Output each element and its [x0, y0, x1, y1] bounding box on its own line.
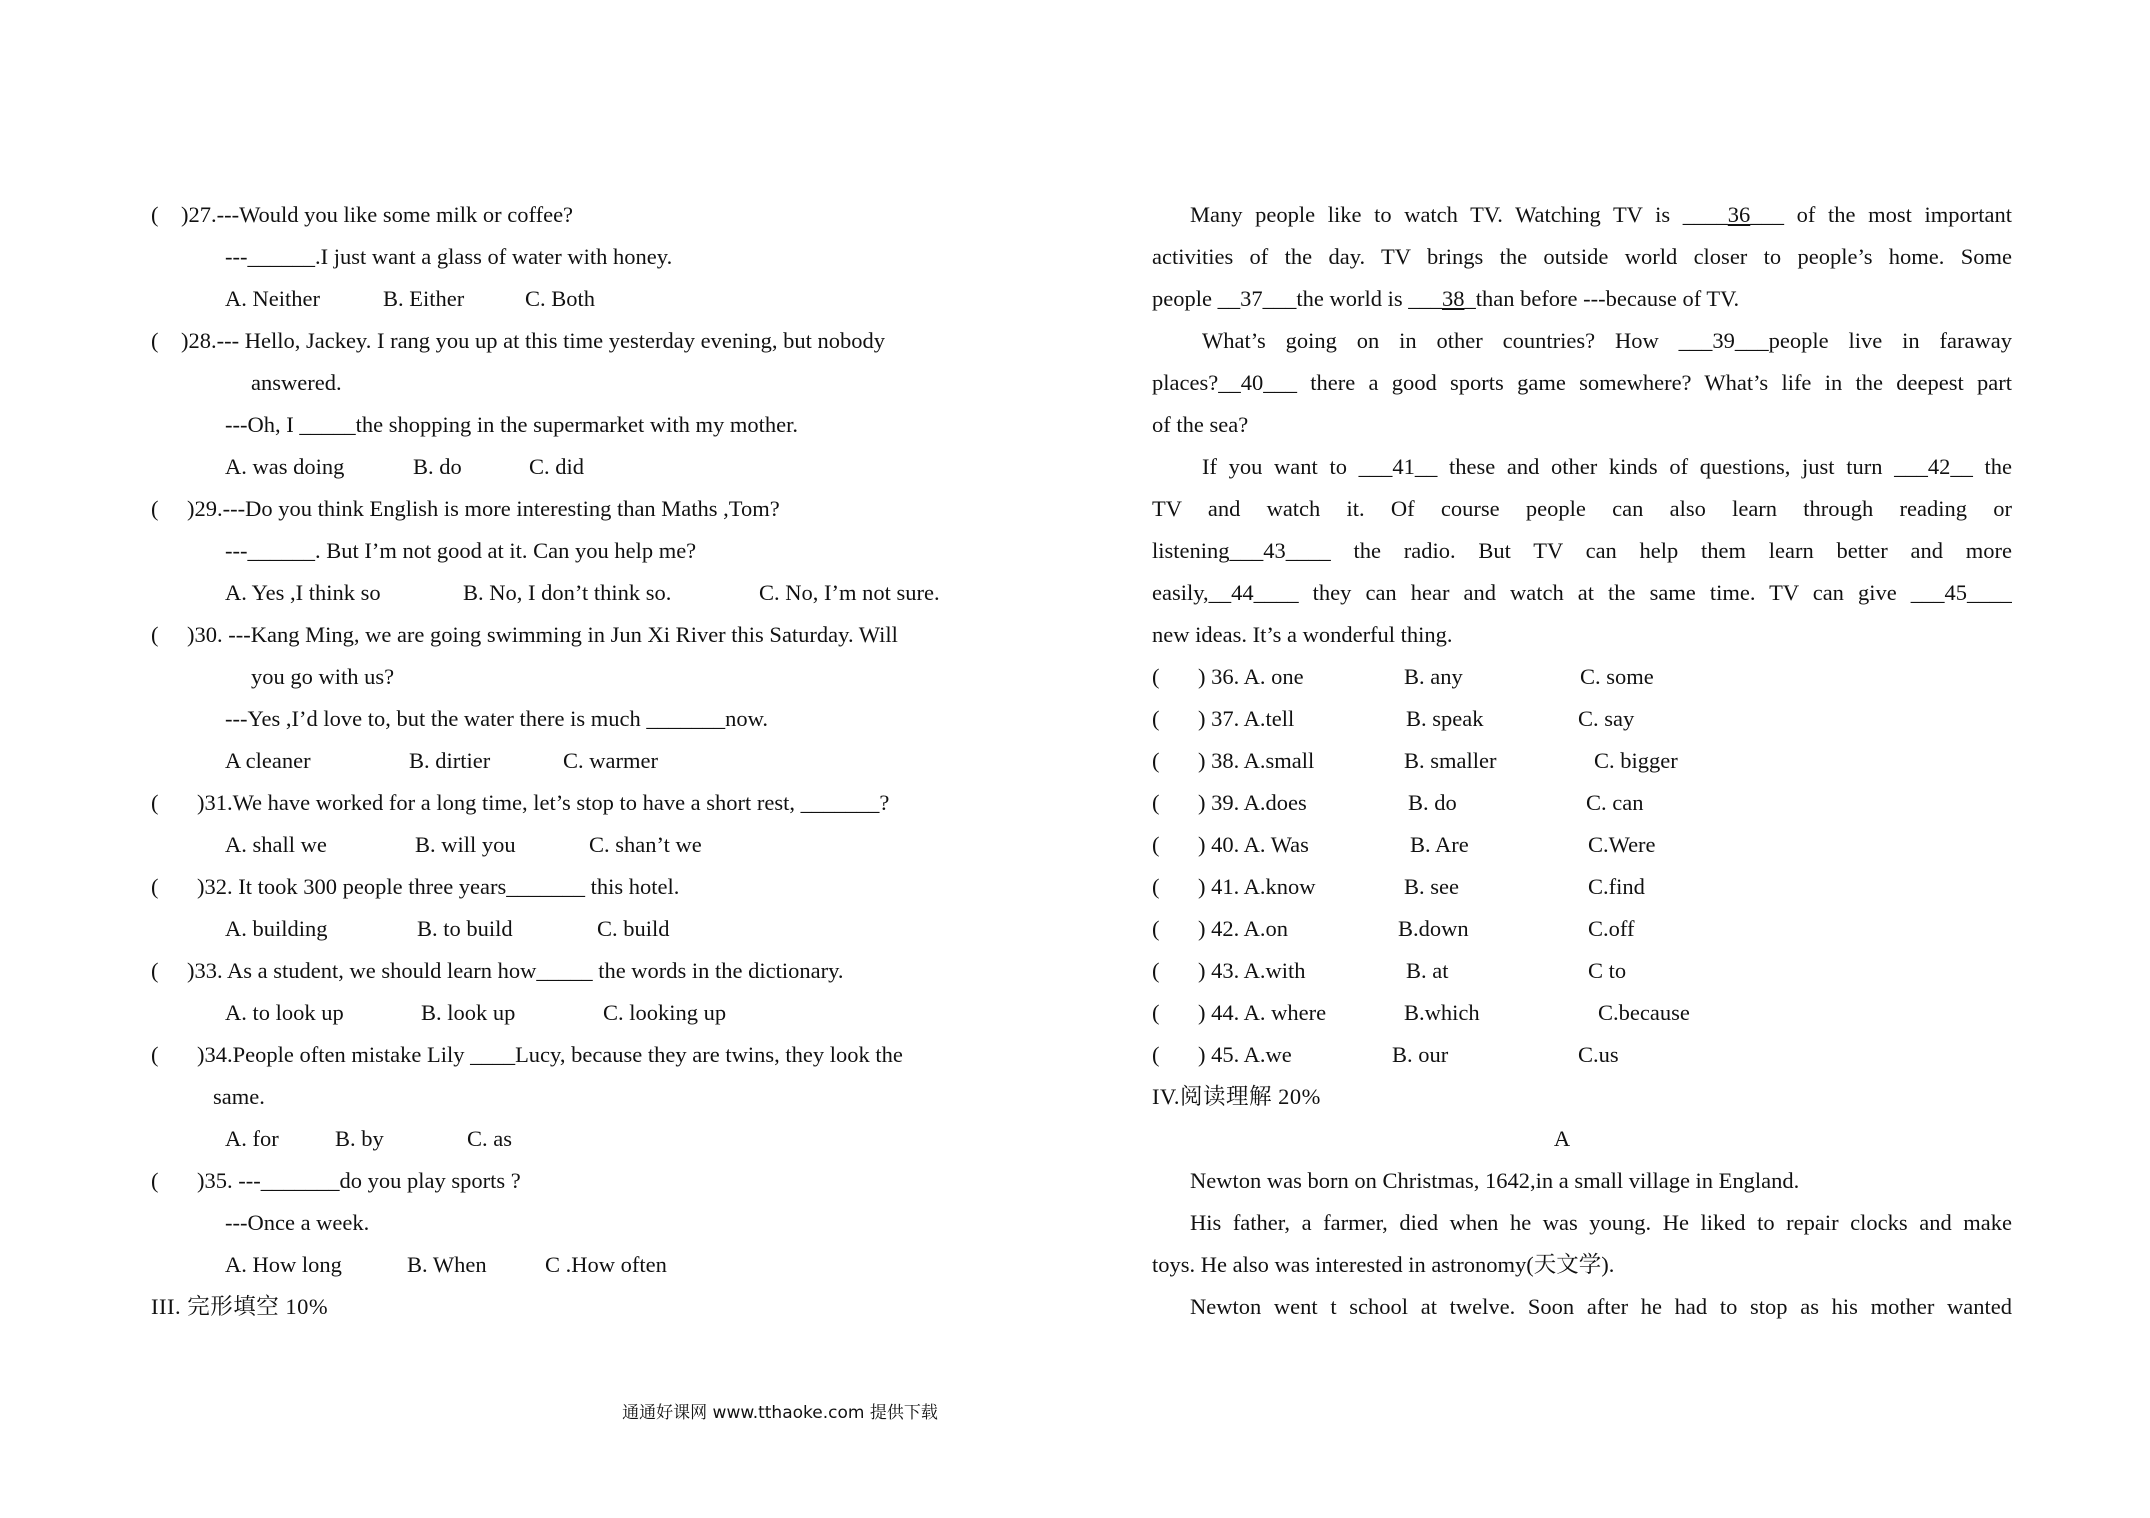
- option-b[interactable]: B. our: [1392, 1042, 1449, 1067]
- option-b[interactable]: B. do: [413, 454, 462, 479]
- options-35: [151, 1244, 1021, 1286]
- option-b[interactable]: B. dirtier: [409, 748, 491, 773]
- option-a[interactable]: A. for: [225, 1126, 279, 1151]
- option-c[interactable]: C .How often: [545, 1252, 667, 1277]
- option-b[interactable]: B.down: [1398, 916, 1469, 941]
- question-stem: )31.We have worked for a long time, let’s stop to have a short rest, _______?: [197, 790, 890, 815]
- option-a[interactable]: A. Neither: [225, 286, 320, 311]
- question-33: [151, 950, 1021, 992]
- option-b[interactable]: B. speak: [1406, 706, 1484, 731]
- options-32: [151, 908, 1021, 950]
- question-reply: ---Once a week.: [225, 1210, 370, 1235]
- option-c[interactable]: C. No, I’m not sure.: [759, 580, 940, 605]
- cloze-paragraph-3-line-4: easily,__44____ they can hear and watch at the same time. TV can give ___45____: [1152, 580, 2012, 605]
- cloze-question-37: [1152, 698, 2012, 740]
- option-b[interactable]: B. No, I don’t think so.: [463, 580, 672, 605]
- question-stem-continued: same.: [213, 1084, 265, 1109]
- cloze-question-36: [1152, 656, 2012, 698]
- option-b[interactable]: B. any: [1404, 664, 1463, 689]
- option-c[interactable]: C. warmer: [563, 748, 658, 773]
- answer-bracket[interactable]: (: [1152, 706, 1160, 731]
- option-a[interactable]: A. Yes ,I think so: [225, 580, 381, 605]
- option-b[interactable]: B. When: [407, 1252, 487, 1277]
- cloze-question-39: [1152, 782, 2012, 824]
- cloze-question-43: [1152, 950, 2012, 992]
- option-c[interactable]: C. shan’t we: [589, 832, 702, 857]
- option-a[interactable]: ) 36. A. one: [1198, 664, 1304, 689]
- question-29: [151, 488, 1021, 530]
- text-fragment: ___ of the most important: [1750, 202, 2012, 227]
- cloze-paragraph-3-line-3: listening___43____ the radio. But TV can help them learn better and more: [1152, 538, 2012, 563]
- option-c[interactable]: C. bigger: [1594, 748, 1678, 773]
- option-a[interactable]: ) 44. A. where: [1198, 1000, 1327, 1025]
- option-a[interactable]: A. How long: [225, 1252, 342, 1277]
- option-a[interactable]: ) 39. A.does: [1198, 790, 1307, 815]
- cloze-paragraph-2-line-1: What’s going on in other countries? How ___39___people live in faraway: [1202, 328, 2012, 353]
- question-stem: )34.People often mistake Lily ____Lucy, because they are twins, they look the: [197, 1042, 903, 1067]
- option-a[interactable]: ) 42. A.on: [1198, 916, 1288, 941]
- cloze-paragraph-2-line-3: of the sea?: [1152, 412, 1249, 437]
- answer-bracket[interactable]: (: [1152, 832, 1160, 857]
- question-32: [151, 866, 1021, 908]
- option-c[interactable]: C.off: [1588, 916, 1635, 941]
- option-c[interactable]: C. some: [1580, 664, 1654, 689]
- cloze-paragraph-3-line-2: TV and watch it. Of course people can also learn through reading or: [1152, 496, 2012, 521]
- reading-paragraph-1: Newton was born on Christmas, 1642,in a small village in England.: [1190, 1168, 1800, 1193]
- blank-number: 38: [1441, 286, 1465, 311]
- option-b[interactable]: B. Either: [383, 286, 465, 311]
- answer-bracket[interactable]: (: [151, 1042, 159, 1067]
- download-footer: 通通好课网 www.tthaoke.com 提供下载: [622, 1403, 938, 1423]
- question-reply: ---Oh, I _____the shopping in the supermarket with my mother.: [225, 412, 799, 437]
- section-heading-reading: IV.阅读理解 20%: [1152, 1084, 1321, 1109]
- option-b[interactable]: B. do: [1408, 790, 1457, 815]
- answer-bracket[interactable]: (: [1152, 1042, 1160, 1067]
- cloze-paragraph-1-line-3: [1152, 278, 2012, 320]
- option-b[interactable]: B. at: [1406, 958, 1449, 983]
- cloze-question-40: [1152, 824, 2012, 866]
- cloze-paragraph-1-line-2: activities of the day. TV brings the outside world closer to people’s home. Some: [1152, 244, 2012, 269]
- answer-bracket[interactable]: (: [1152, 790, 1160, 815]
- options-28: [151, 446, 1021, 488]
- option-b[interactable]: B. see: [1404, 874, 1459, 899]
- options-29: [151, 572, 1021, 614]
- question-27: [151, 194, 1021, 236]
- options-33: [151, 992, 1021, 1034]
- reading-paragraph-2-line-1: His father, a farmer, died when he was young. He liked to repair clocks and make: [1190, 1210, 2012, 1235]
- option-a[interactable]: ) 45. A.we: [1198, 1042, 1292, 1067]
- cloze-question-42: [1152, 908, 2012, 950]
- answer-bracket[interactable]: (: [1152, 748, 1160, 773]
- answer-bracket[interactable]: (: [151, 874, 159, 899]
- option-b[interactable]: B. by: [335, 1126, 384, 1151]
- cloze-question-38: [1152, 740, 2012, 782]
- option-b[interactable]: B. to build: [417, 916, 513, 941]
- cloze-paragraph-3-line-1: If you want to ___41__ these and other kinds of questions, just turn ___42__ the: [1202, 454, 2012, 479]
- option-c[interactable]: C to: [1588, 958, 1627, 983]
- question-stem: )35. ---_______do you play sports ?: [197, 1168, 521, 1193]
- option-a[interactable]: ) 41. A.know: [1198, 874, 1316, 899]
- left-column: [151, 194, 1021, 1328]
- option-c[interactable]: C.us: [1578, 1042, 1619, 1067]
- section-heading-cloze: III. 完形填空 10%: [151, 1294, 329, 1319]
- question-stem: )32. It took 300 people three years_______ this hotel.: [197, 874, 680, 899]
- options-34: [151, 1118, 1021, 1160]
- option-a[interactable]: ) 37. A.tell: [1198, 706, 1295, 731]
- answer-bracket[interactable]: (: [1152, 664, 1160, 689]
- option-a[interactable]: A. shall we: [225, 832, 327, 857]
- cloze-paragraph-1-line-1: [1152, 194, 2012, 236]
- option-b[interactable]: B. look up: [421, 1000, 516, 1025]
- option-c[interactable]: C. did: [529, 454, 585, 479]
- option-a[interactable]: ) 38. A.small: [1198, 748, 1315, 773]
- option-c[interactable]: C. can: [1586, 790, 1644, 815]
- question-stem: )29.---Do you think English is more interesting than Maths ,Tom?: [187, 496, 780, 521]
- options-30: [151, 740, 1021, 782]
- text-fragment: _than before ---because of TV.: [1464, 286, 1740, 311]
- option-b[interactable]: B. will you: [415, 832, 516, 857]
- blank-number: 36: [1727, 202, 1751, 227]
- question-stem: )33. As a student, we should learn how_____ the words in the dictionary.: [187, 958, 844, 983]
- question-stem-continued: you go with us?: [251, 664, 395, 689]
- cloze-question-41: [1152, 866, 2012, 908]
- option-b[interactable]: B.which: [1404, 1000, 1480, 1025]
- question-31: [151, 782, 1021, 824]
- cloze-paragraph-3-line-5: new ideas. It’s a wonderful thing.: [1152, 622, 1453, 647]
- question-stem: )30. ---Kang Ming, we are going swimming in Jun Xi River this Saturday. Will: [187, 622, 898, 647]
- option-a[interactable]: ) 40. A. Was: [1198, 832, 1309, 857]
- passage-label: A: [1553, 1126, 1571, 1151]
- option-a[interactable]: ) 43. A.with: [1198, 958, 1306, 983]
- answer-bracket[interactable]: (: [151, 790, 159, 815]
- options-31: [151, 824, 1021, 866]
- reading-paragraph-2-line-2: toys. He also was interested in astronomy(天文学).: [1152, 1252, 1615, 1277]
- options-27: [151, 278, 1021, 320]
- answer-bracket[interactable]: (: [151, 622, 159, 647]
- option-c[interactable]: C. Both: [525, 286, 596, 311]
- option-c[interactable]: C.Were: [1588, 832, 1656, 857]
- reading-paragraph-3-line-1: Newton went t school at twelve. Soon after he had to stop as his mother wanted: [1190, 1294, 2012, 1319]
- question-reply: ---______. But I’m not good at it. Can you help me?: [225, 538, 697, 563]
- question-reply: ---Yes ,I’d love to, but the water there is much _______now.: [225, 706, 769, 731]
- answer-bracket[interactable]: (: [151, 1168, 159, 1193]
- option-b[interactable]: B. smaller: [1404, 748, 1497, 773]
- cloze-question-45: [1152, 1034, 2012, 1076]
- option-b[interactable]: B. Are: [1410, 832, 1469, 857]
- answer-bracket[interactable]: (: [1152, 916, 1160, 941]
- text-fragment: people __37___the world is ___: [1152, 286, 1442, 311]
- option-c[interactable]: C. looking up: [603, 1000, 727, 1025]
- option-a[interactable]: A. was doing: [225, 454, 345, 479]
- question-stem: )27.---Would you like some milk or coffee?: [181, 202, 574, 227]
- cloze-paragraph-2-line-2: places?__40___ there a good sports game somewhere? What’s life in the deepest part: [1152, 370, 2012, 395]
- question-34: [151, 1034, 1021, 1076]
- question-28: [151, 320, 1021, 362]
- cloze-question-44: [1152, 992, 2012, 1034]
- option-c[interactable]: C. as: [467, 1126, 512, 1151]
- option-c[interactable]: C. build: [597, 916, 670, 941]
- option-c[interactable]: C.find: [1588, 874, 1645, 899]
- question-stem-continued: answered.: [251, 370, 342, 395]
- answer-bracket[interactable]: (: [1152, 874, 1160, 899]
- text-fragment: Many people like to watch TV. Watching TV is ____: [1190, 202, 1728, 227]
- answer-bracket[interactable]: (: [1152, 1000, 1160, 1025]
- question-stem: )28.--- Hello, Jackey. I rang you up at this time yesterday evening, but nobody: [181, 328, 885, 353]
- answer-bracket[interactable]: (: [151, 496, 159, 521]
- question-30: [151, 614, 1021, 656]
- question-35: [151, 1160, 1021, 1202]
- answer-bracket[interactable]: (: [151, 202, 159, 227]
- answer-bracket[interactable]: (: [151, 958, 159, 983]
- answer-bracket[interactable]: (: [1152, 958, 1160, 983]
- question-reply: ---______.I just want a glass of water with honey.: [225, 244, 673, 269]
- option-a[interactable]: A cleaner: [225, 748, 311, 773]
- option-a[interactable]: A. to look up: [225, 1000, 344, 1025]
- option-c[interactable]: C.because: [1598, 1000, 1690, 1025]
- option-c[interactable]: C. say: [1578, 706, 1635, 731]
- answer-bracket[interactable]: (: [151, 328, 159, 353]
- option-a[interactable]: A. building: [225, 916, 328, 941]
- right-column: [1152, 194, 2012, 1328]
